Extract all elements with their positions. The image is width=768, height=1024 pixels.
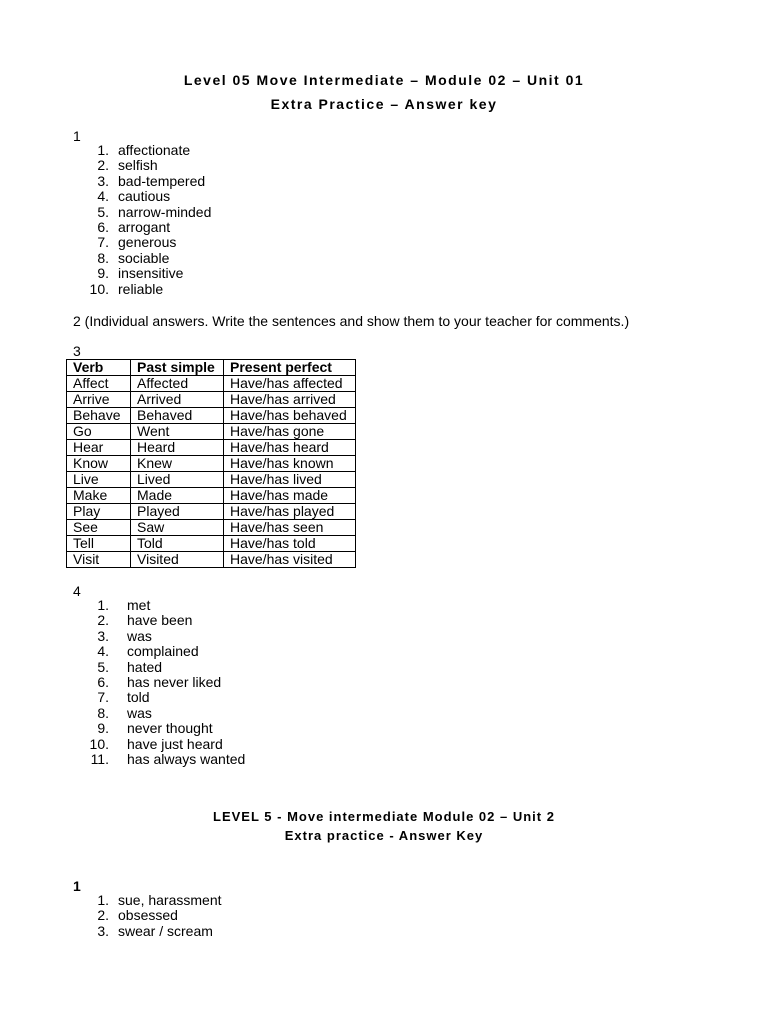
list-item-text: has never liked <box>127 673 222 690</box>
list-item <box>0 721 400 736</box>
table-cell: Behave <box>67 408 131 424</box>
table-row <box>67 504 356 520</box>
list-item-number: 2. <box>97 612 109 629</box>
list-item-number: 3. <box>97 922 109 939</box>
list-item-text: arrogant <box>118 218 171 235</box>
unit1-ex4-number: 4 <box>73 583 81 599</box>
table-row <box>67 408 356 424</box>
list-item-text: told <box>127 689 150 706</box>
list-item <box>0 660 400 675</box>
table-cell: Visit <box>67 552 131 568</box>
list-item <box>0 205 400 220</box>
list-item-number: 7. <box>97 234 109 251</box>
unit2-subtitle: Extra practice - Answer Key <box>284 828 484 843</box>
list-item <box>0 251 400 266</box>
table-cell: Go <box>67 424 131 440</box>
table-cell: Played <box>131 504 224 520</box>
list-item-number: 1. <box>97 142 109 158</box>
list-item-number: 4. <box>97 188 109 205</box>
list-item-number: 1. <box>97 892 109 908</box>
list-item <box>0 752 400 767</box>
unit1-ex1-number: 1 <box>73 128 81 144</box>
table-cell: Know <box>67 456 131 472</box>
table-cell: Lived <box>131 472 224 488</box>
list-item-text: has always wanted <box>127 750 246 767</box>
table-cell: Told <box>131 536 224 552</box>
list-item-text: met <box>127 597 151 613</box>
table-row <box>67 392 356 408</box>
list-item <box>0 706 400 721</box>
list-item-text: sue, harassment <box>118 892 222 908</box>
table-cell: Live <box>67 472 131 488</box>
unit1-ex2-text: 2 (Individual answers. Write the sentences and show them to your teacher for comments.) <box>73 313 630 329</box>
table-cell: Make <box>67 488 131 504</box>
list-item-text: was <box>127 704 152 721</box>
unit1-ex3-number: 3 <box>73 343 81 359</box>
list-item-text: bad-tempered <box>118 172 206 189</box>
unit1-ex4-list <box>0 598 400 767</box>
list-item-text: have been <box>127 612 193 629</box>
table-cell: Have/has affected <box>224 376 356 392</box>
list-item-number: 9. <box>97 720 109 737</box>
table-cell: Tell <box>67 536 131 552</box>
list-item <box>0 893 400 908</box>
list-item <box>0 613 400 628</box>
list-item-number: 10. <box>89 280 109 297</box>
list-item-text: hated <box>127 658 163 675</box>
list-item-text: swear / scream <box>118 922 213 939</box>
table-row <box>67 552 356 568</box>
table-cell: Have/has told <box>224 536 356 552</box>
table-cell: Have/has visited <box>224 552 356 568</box>
list-item-number: 6. <box>97 218 109 235</box>
list-item <box>0 924 400 939</box>
list-item <box>0 908 400 923</box>
list-item <box>0 690 400 705</box>
table-cell: Have/has lived <box>224 472 356 488</box>
list-item <box>0 158 400 173</box>
table-cell: Have/has arrived <box>224 392 356 408</box>
table-row <box>67 536 356 552</box>
list-item <box>0 220 400 235</box>
list-item-text: reliable <box>118 280 164 297</box>
table-row <box>67 376 356 392</box>
list-item-text: narrow-minded <box>118 203 212 220</box>
list-item-number: 4. <box>97 643 109 660</box>
list-item-number: 1. <box>97 597 109 613</box>
table-row <box>67 472 356 488</box>
list-item <box>0 282 400 297</box>
table-row <box>67 488 356 504</box>
list-item-text: obsessed <box>118 907 178 924</box>
unit2-ex1-number: 1 <box>73 878 81 894</box>
list-item-text: have just heard <box>127 735 223 752</box>
unit1-subtitle: Extra Practice – Answer key <box>270 96 498 112</box>
list-item-text: insensitive <box>118 265 184 282</box>
list-item-text: complained <box>127 643 199 660</box>
verb-table-header: Present perfect <box>224 360 356 376</box>
verb-table-header-row <box>67 360 356 376</box>
list-item <box>0 598 400 613</box>
unit2-title: LEVEL 5 - Move intermediate Module 02 – Unit 2 <box>213 809 555 824</box>
table-cell: Made <box>131 488 224 504</box>
list-item-number: 3. <box>97 172 109 189</box>
list-item <box>0 737 400 752</box>
list-item <box>0 143 400 158</box>
list-item-text: was <box>127 627 152 644</box>
list-item <box>0 235 400 250</box>
list-item-number: 2. <box>97 907 109 924</box>
list-item <box>0 629 400 644</box>
table-cell: Knew <box>131 456 224 472</box>
table-row <box>67 456 356 472</box>
list-item <box>0 174 400 189</box>
table-cell: Have/has heard <box>224 440 356 456</box>
list-item-number: 8. <box>97 249 109 266</box>
unit1-ex1-list <box>0 143 400 297</box>
table-cell: Behaved <box>131 408 224 424</box>
list-item <box>0 644 400 659</box>
list-item-text: cautious <box>118 188 171 205</box>
list-item-number: 7. <box>97 689 109 706</box>
table-cell: See <box>67 520 131 536</box>
verb-table-header: Verb <box>67 360 131 376</box>
table-cell: Have/has played <box>224 504 356 520</box>
list-item-text: never thought <box>127 720 213 737</box>
table-cell: Heard <box>131 440 224 456</box>
list-item-number: 8. <box>97 704 109 721</box>
table-row <box>67 440 356 456</box>
table-cell: Saw <box>131 520 224 536</box>
list-item <box>0 266 400 281</box>
table-cell: Have/has gone <box>224 424 356 440</box>
table-cell: Affect <box>67 376 131 392</box>
list-item-number: 11. <box>90 750 109 767</box>
table-cell: Arrived <box>131 392 224 408</box>
table-cell: Have/has behaved <box>224 408 356 424</box>
verb-table-header: Past simple <box>131 360 224 376</box>
table-cell: Visited <box>131 552 224 568</box>
table-row <box>67 520 356 536</box>
list-item-text: affectionate <box>118 142 191 158</box>
list-item-number: 10. <box>89 735 109 752</box>
table-cell: Went <box>131 424 224 440</box>
table-cell: Hear <box>67 440 131 456</box>
verb-table <box>66 359 356 568</box>
table-cell: Play <box>67 504 131 520</box>
table-cell: Have/has seen <box>224 520 356 536</box>
unit2-ex1-list <box>0 893 400 939</box>
table-cell: Affected <box>131 376 224 392</box>
unit1-title: Level 05 Move Intermediate – Module 02 – Unit 01 <box>183 72 585 88</box>
table-cell: Have/has made <box>224 488 356 504</box>
list-item-text: selfish <box>118 157 158 174</box>
list-item-number: 2. <box>97 157 109 174</box>
list-item <box>0 189 400 204</box>
list-item-number: 9. <box>97 265 109 282</box>
table-cell: Arrive <box>67 392 131 408</box>
list-item-number: 6. <box>97 673 109 690</box>
table-cell: Have/has known <box>224 456 356 472</box>
list-item-number: 5. <box>97 203 109 220</box>
table-row <box>67 424 356 440</box>
list-item-text: sociable <box>118 249 170 266</box>
list-item-number: 3. <box>97 627 109 644</box>
list-item <box>0 675 400 690</box>
list-item-number: 5. <box>97 658 109 675</box>
list-item-text: generous <box>118 234 177 251</box>
